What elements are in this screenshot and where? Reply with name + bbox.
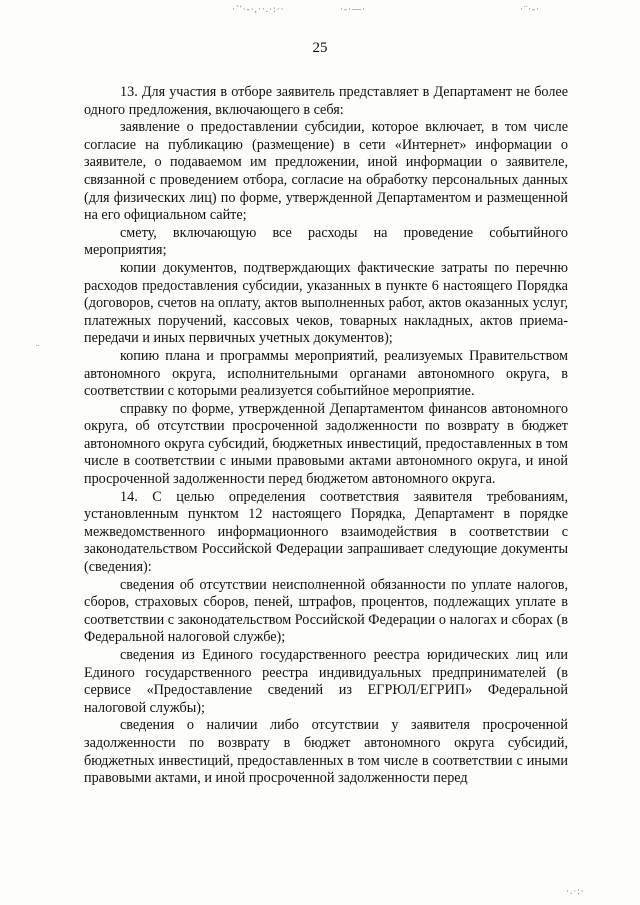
paragraph: смету, включающую все расходы на проведение событийного мероприятия; bbox=[84, 224, 568, 259]
scan-artifact: ¨ bbox=[36, 343, 39, 353]
paragraph: сведения об отсутствии неисполненной обязанности по уплате налогов, сборов, страховых сборов, пеней, штрафов, процентов, подлежащих уплате в соответствии с законодательством Российской Федерации о налогах и сборах (в Федеральной налоговой службе); bbox=[84, 576, 568, 646]
page-number: 25 bbox=[312, 40, 328, 56]
paragraph: сведения о наличии либо отсутствии у заявителя просроченной задолженности по возврату в бюджет автономного округа субсидий, бюджетных инвестиций, предоставленных в том числе в соответствии с иными правовыми актами, и иной просроченной задолженности перед bbox=[84, 717, 568, 787]
paragraph: 13. Для участия в отборе заявитель представляет в Департамент не более одного предложения, включающего в себя: bbox=[84, 84, 568, 118]
paragraph: 14. С целью определения соответствия заявителя требованиям, установленным пунктом 12 настоящего Порядка, Департамент в порядке межведомственного информационного взаимодействия в соответствии с законодательством Российской Федерации запрашивает следующие документы (сведения): bbox=[84, 488, 568, 576]
paragraph: копии документов, подтверждающих фактические затраты по перечню расходов предоставления субсидии, указанных в пункте 6 настоящего Порядка (договоров, счетов на оплату, актов выполненных работ, актов оказанных услуг, платежных поручений, кассовых чеков, товарных накладных, актов приема-передачи и иных первичных учетных документов); bbox=[84, 259, 568, 347]
scan-artifact: ·-·—· bbox=[340, 4, 366, 14]
paragraph: копию плана и программы мероприятий, реализуемых Правительством автономного округа, исполнительными органами автономного округа, в соответствии с которыми реализуется событийное мероприятие. bbox=[84, 347, 568, 400]
paragraph: сведения из Единого государственного реестра юридических лиц или Единого государственного реестра индивидуальных предпринимателей (в сервисе «Предоставление сведений из ЕГРЮЛ/ЕГРИП» Федеральной налоговой службы); bbox=[84, 647, 568, 716]
scan-artifact: ·`'·-·,··.·:·· bbox=[232, 4, 285, 14]
paragraph: справку по форме, утвержденной Департаментом финансов автономного округа, об отсутствии просроченной задолженности по возврату в бюджет автономного округа субсидий, бюджетных инвестиций, предоставленных в том числе в соответствии с иными правовыми актами автономного округа, и иной просроченной задолженности перед бюджетом автономного округа. bbox=[84, 400, 568, 488]
scan-artifact: ·¨·-· bbox=[520, 4, 540, 14]
document-body bbox=[84, 84, 568, 788]
paragraph: заявление о предоставлении субсидии, которое включает, в том числе согласие на публикацию (размещение) в сети «Интернет» информации о заявителе, о подаваемом им предложении, иной информации о заявителе, связанной с проведением отбора, согласие на обработку персональных данных (для физических лиц) по форме, утвержденной Департаментом и размещенной на его официальном сайте; bbox=[84, 119, 568, 224]
scan-artifact: ·.·:· bbox=[566, 886, 585, 896]
